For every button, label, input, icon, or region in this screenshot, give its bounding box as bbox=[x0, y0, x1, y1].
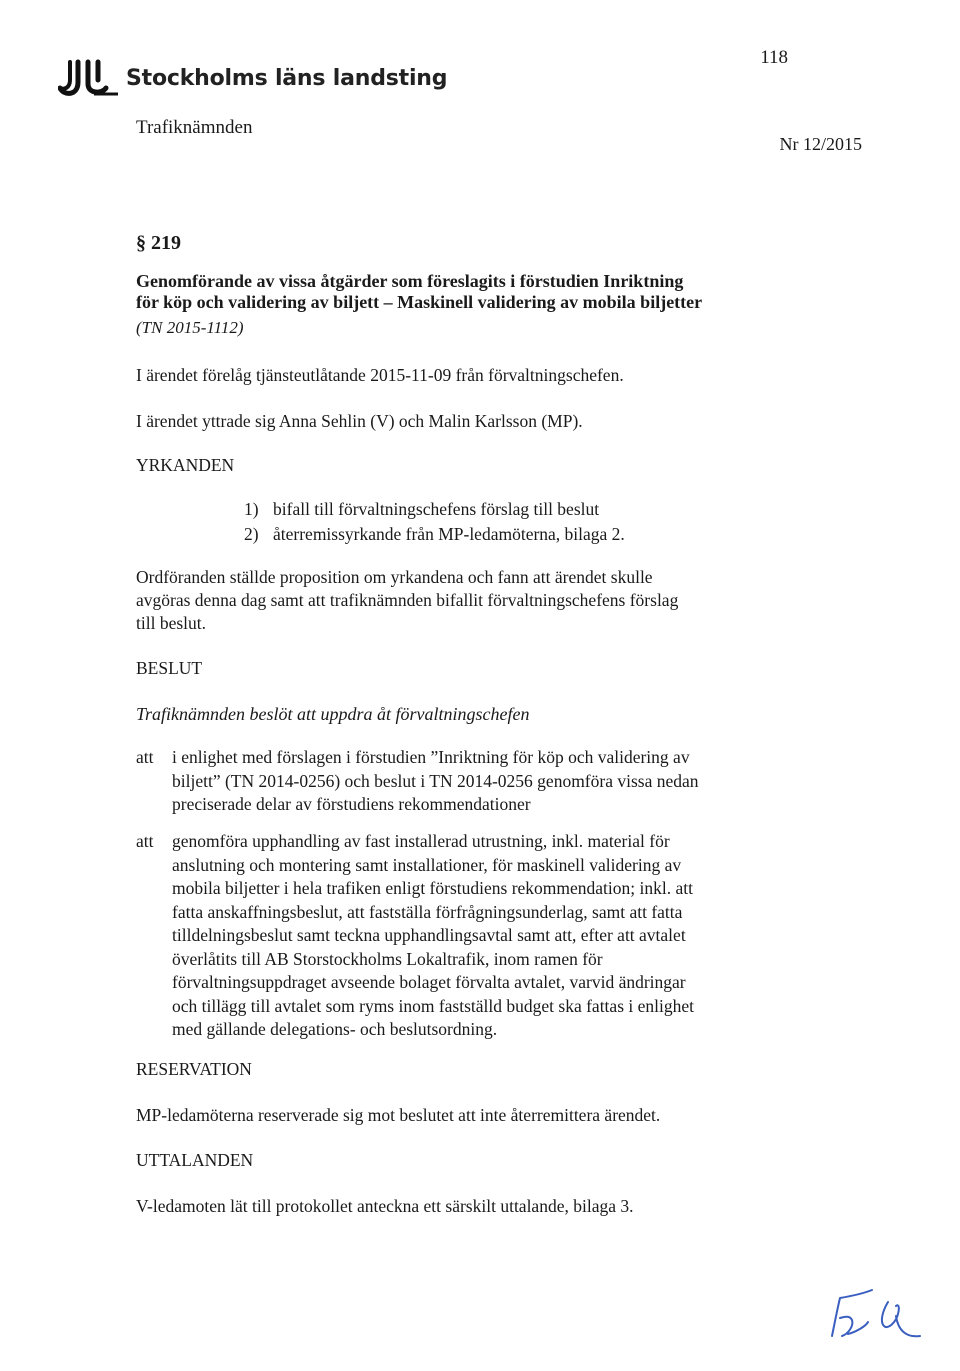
list-item-text: återremissyrkande från MP-ledamöterna, bilaga 2. bbox=[273, 524, 625, 544]
clause-line: och tillägg till avtalet som ryms inom fastställd budget ska fattas i enlighet bbox=[172, 995, 694, 1016]
clause-line: mobila biljetter i hela trafiken enligt förstudiens rekommendation; inkl. att bbox=[172, 878, 693, 898]
clause-line: biljett” (TN 2014-0256) och beslut i TN 2014-0256 genomföra vissa nedan bbox=[172, 770, 699, 791]
intro-paragraph: I ärendet yttrade sig Anna Sehlin (V) och Malin Karlsson (MP). bbox=[136, 411, 583, 431]
clause-line: anslutning och montering samt installationer, för maskinell validering av bbox=[172, 854, 682, 875]
matter-title bbox=[136, 271, 836, 313]
list-item bbox=[244, 497, 625, 522]
section-heading-uttalanden: UTTALANDEN bbox=[136, 1150, 254, 1170]
organization-name: Stockholms läns landsting bbox=[126, 65, 448, 91]
matter-title-line: för köp och validering av biljett – Maskinell validering av mobila biljetter bbox=[136, 292, 703, 312]
decision-clause bbox=[136, 830, 758, 1042]
section-heading-yrkanden: YRKANDEN bbox=[136, 455, 235, 475]
intro-paragraph: I ärendet förelåg tjänsteutlåtande 2015-11-09 från förvaltningschefen. bbox=[136, 365, 624, 385]
clause-line: med gällande delegations- och beslutsordning. bbox=[172, 1019, 498, 1039]
section-heading-beslut: BESLUT bbox=[136, 658, 203, 678]
landsting-logo-icon bbox=[58, 58, 120, 98]
statement-text: V-ledamoten lät till protokollet anteckna ett särskilt uttalande, bilaga 3. bbox=[136, 1196, 634, 1216]
paragraph-number: § 219 bbox=[136, 232, 181, 254]
clause-line: fatta anskaffningsbeslut, att fastställa förfrågningsunderlag, samt att fatta bbox=[172, 901, 683, 922]
organization-logo bbox=[58, 58, 447, 98]
decision-subheading: Trafiknämnden beslöt att uppdra åt förvaltningschefen bbox=[136, 704, 530, 724]
list-item-number: 2) bbox=[244, 524, 259, 544]
clause-line: tilldelningsbeslut samt teckna upphandlingsavtal samt att, efter att avtalet bbox=[172, 925, 686, 945]
chair-paragraph bbox=[136, 566, 796, 635]
list-item-number: 1) bbox=[244, 499, 259, 519]
clause-line: i enlighet med förslagen i förstudien ”Inriktning för köp och validering av bbox=[172, 747, 690, 767]
section-heading-reservation: RESERVATION bbox=[136, 1059, 252, 1079]
att-label: att bbox=[136, 747, 154, 767]
reservation-text: MP-ledamöterna reserverade sig mot beslutet att inte återremittera ärendet. bbox=[136, 1105, 661, 1125]
clause-line: genomföra upphandling av fast installerad utrustning, inkl. material för bbox=[172, 831, 670, 851]
paragraph-line: till beslut. bbox=[136, 613, 206, 633]
matter-reference: (TN 2015-1112) bbox=[136, 318, 244, 337]
decision-clause bbox=[136, 746, 758, 817]
paragraph-line: Ordföranden ställde proposition om yrkandena och fann att ärendet skulle bbox=[136, 567, 653, 587]
clause-line: förvaltningsuppdraget avseende bolaget förvalta avtalet, varvid ändringar bbox=[172, 972, 686, 992]
protocol-number: Nr 12/2015 bbox=[779, 134, 862, 154]
paragraph-line: avgöras denna dag samt att trafiknämnden bifallit förvaltningschefens förslag bbox=[136, 590, 679, 610]
list-item-text: bifall till förvaltningschefens förslag till beslut bbox=[273, 499, 600, 519]
handwritten-initials bbox=[822, 1276, 942, 1356]
clause-line: överlåtits till AB Storstockholms Lokaltrafik, inom ramen för bbox=[172, 948, 603, 969]
page-number: 118 bbox=[760, 47, 788, 68]
matter-title-line: Genomförande av vissa åtgärder som föreslagits i förstudien Inriktning bbox=[136, 271, 684, 291]
motions-list bbox=[244, 497, 625, 547]
committee-name: Trafiknämnden bbox=[136, 117, 253, 138]
list-item bbox=[244, 522, 625, 547]
att-label: att bbox=[136, 831, 154, 851]
clause-line: preciserade delar av förstudiens rekommendationer bbox=[172, 794, 531, 814]
